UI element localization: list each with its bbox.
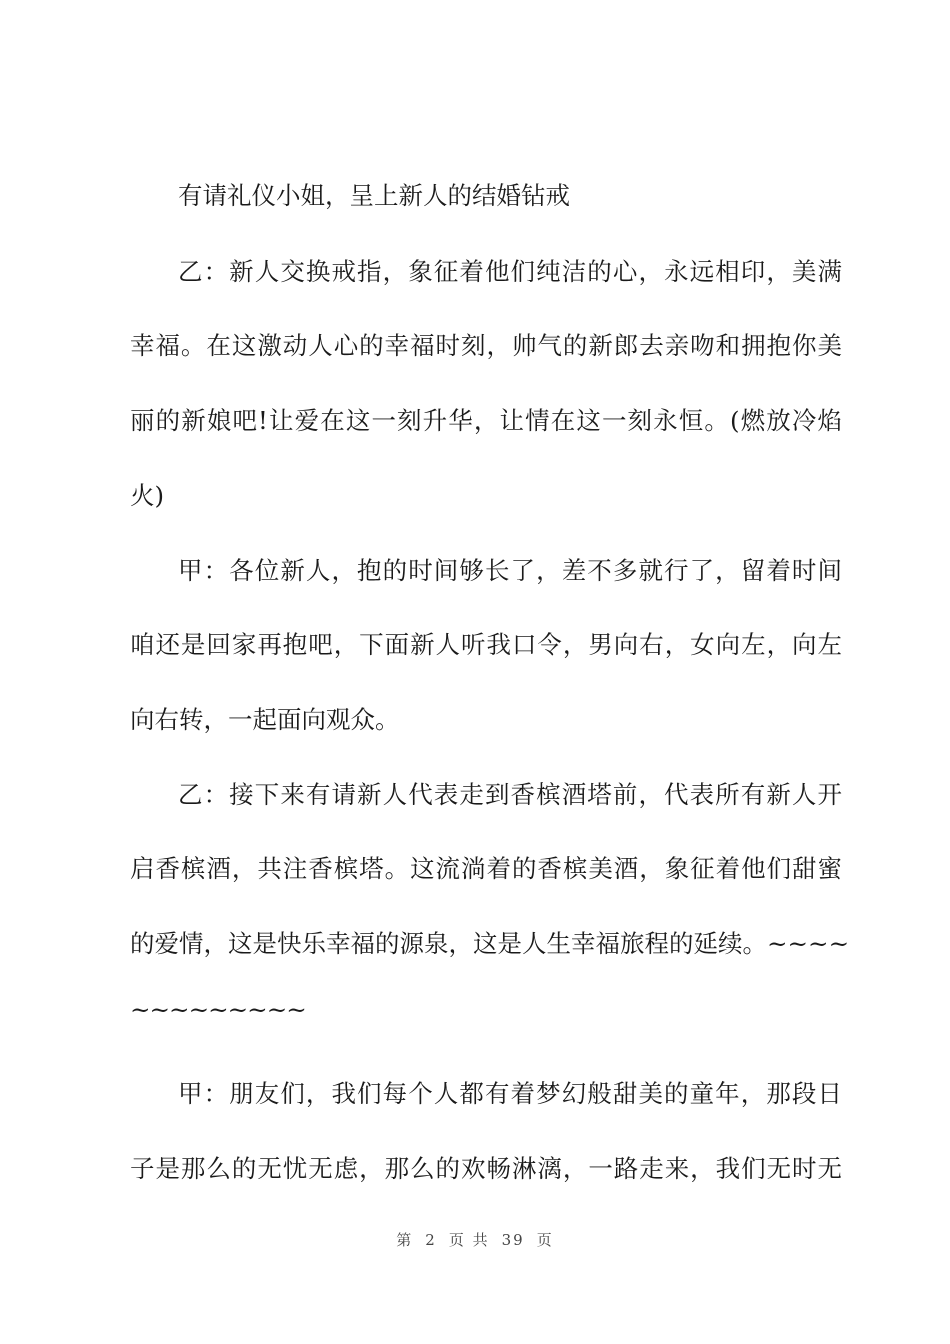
paragraph-5-line-2: 子是那么的无忧无虑，那么的欢畅淋漓，一路走来，我们无时无 [130,1154,842,1183]
paragraph-4-line-2: 启香槟酒，共注香槟塔。这流淌着的香槟美酒，象征着他们甜蜜 [130,854,842,883]
footer-total-pages: 39 [501,1231,525,1249]
footer-page-number: 2 [425,1231,437,1249]
paragraph-4-line-1: 乙：接下来有请新人代表走到香槟酒塔前，代表所有新人开 [178,780,842,809]
paragraph-5-line-1: 甲：朋友们，我们每个人都有着梦幻般甜美的童年，那段日 [178,1079,842,1108]
paragraph-2-line-3: 丽的新娘吧!让爱在这一刻升华，让情在这一刻永恒。(燃放冷焰 [130,406,842,435]
paragraph-2-line-2: 幸福。在这激动人心的幸福时刻，帅气的新郎去亲吻和拥抱你美 [130,331,842,360]
paragraph-4-line-4: ~~~~~~~~~ [130,995,306,1024]
paragraph-3-line-1: 甲：各位新人，抱的时间够长了，差不多就行了，留着时间 [178,556,842,585]
page-footer [0,1228,950,1252]
paragraph-3-line-3: 向右转，一起面向观众。 [130,705,400,734]
paragraph-3-line-2: 咱还是回家再抱吧，下面新人听我口令，男向右，女向左，向左 [130,630,842,659]
footer-suffix: 页 [536,1231,554,1249]
paragraph-4-line-3: 的爱情，这是快乐幸福的源泉，这是人生幸福旅程的延续。~~~~ [130,929,850,958]
paragraph-1-line-1: 有请礼仪小姐，呈上新人的结婚钻戒 [178,181,570,210]
footer-middle: 页 共 [448,1231,490,1249]
paragraph-2-line-4: 火) [130,481,165,510]
paragraph-2-line-1: 乙：新人交换戒指，象征着他们纯洁的心，永远相印，美满 [178,257,842,286]
footer-prefix: 第 [396,1231,414,1249]
